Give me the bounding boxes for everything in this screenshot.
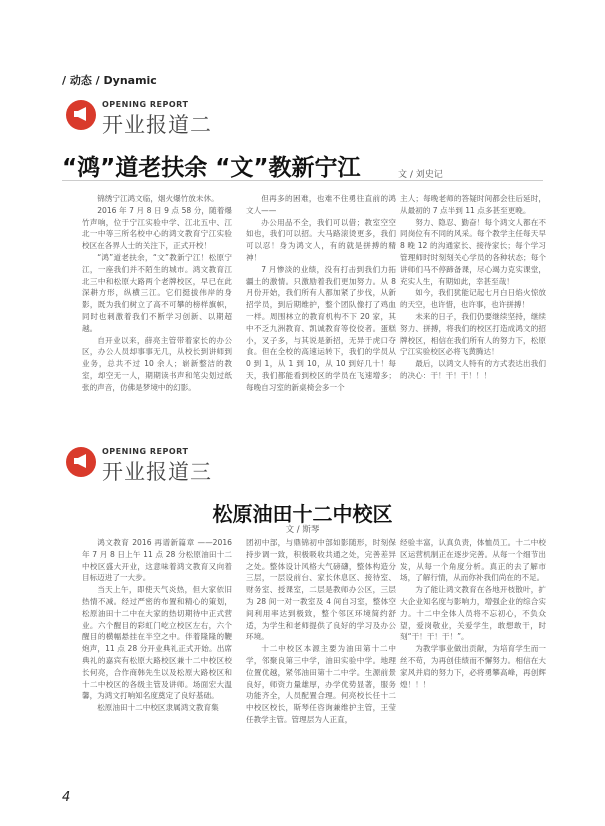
paragraph: 但再多的困难，也难不住勇往直前的鸿文人—— [246, 194, 396, 215]
article-2-column-3 [400, 537, 546, 690]
paragraph: 当天上午，即使天气炎热，但大家依旧热情不减。经过严密的布置和精心的策划，松原油田十二中在大家的热切期待中正式营业。六个醒目的彩虹门屹立校区左右，六个醒目的横幅悬挂在半空之中。伴着隆隆的鞭炮声，11 点 28 分开业典礼正式开始。出席典礼的嘉宾有松原大路校区兼十二中校区校长何亮，合作商韩先生以及松原大路校区和十二中校区的各级主管及讲师。场面宏大温馨，为鸿文打响知名度奠定了良好基础。 [82, 585, 232, 701]
paragraph: 最后，以鸿文人特有的方式表达出我们的决心：干！干！干！！！ [400, 359, 546, 380]
paragraph: 经验丰富，认真负责，体恤员工。十二中校区运营机制正在逐步完善。从每一个细节出发，从每一个角度分析。真正的去了解市场，了解行情，从而你补我们尚在的不足。 [400, 538, 546, 583]
paragraph: 自开业以来，薛亮主管带着家长的办公区，办公人员却事事无几，从校长到讲师到业务，总共不过 10 余人；崭新整洁的教室，却空无一人，期期读书声和笔尖划过纸张的声音，仿佛是梦境中的幻影。 [82, 335, 232, 392]
page-number: 4 [62, 790, 71, 805]
paragraph: 未来的日子，我们仍要继续坚持，继续努力、拼搏，将我们的校区打造成鸿文的招牌校区，相信在我们所有人的努力下，松原宁江实验校区必将飞黄腾达！ [400, 311, 546, 357]
paragraph: 如今，我们犹能记起七月白日焰火惊放的天空，也许惜，也许事，也许拼搏！ [400, 288, 546, 310]
paragraph: 鸿文教育 2016 再谱新篇章 ——2016 年 7 月 8 日上午 11 点 28 分松原油田十二中校区盛大开业，这意味着鸿文教育又向着目标迈进了一大步。 [82, 538, 232, 583]
section-header-1 [66, 98, 226, 142]
paragraph: 团初中部，与鼎锦初中部如影随形，时刻保持步调一致，积极吸收共通之处，完善差异之处。整体设计风格大气磅礴，整体构造分三层，一层设前台、家长休息区、接待室、财务室、授课室，二层是教师办公区，三层为 28 间一对一教室及 4 间自习室，整体空间利用率达到极致，整个邻区环境简约舒适，为学生和老师提供了良好的学习及办公环境。 [246, 538, 396, 642]
paragraph: 十二中校区本源主要为油田第十二中学，邻聚良第三中学，油田实验中学。地理位置优越，紧邻油田第十二中学。生源前景良好，师资力量雄厚，办学优势显著，服务功能齐全，人员配置合理。何亮校长任十二中校区校长，斯琴任咨询兼维护主管，王莹任教学主管。管理层为人正直， [246, 644, 396, 724]
paragraph: 办公用品不全，我们可以借；教室空空如也，我们可以招。大马路滚烫更多，我们可以忍！身为鸿文人，有的就是拼搏的精神！ [246, 217, 396, 262]
header-en: OPENING REPORT [102, 100, 189, 109]
article-2-column-2 [246, 537, 396, 726]
article-1-column-2 [246, 193, 396, 394]
article-1-column-3 [400, 193, 546, 382]
title-rule [62, 180, 543, 181]
megaphone-icon [73, 454, 89, 468]
header-en: OPENING REPORT [102, 447, 189, 456]
paragraph: 松原油田十二中校区隶属鸿文教育集 [97, 703, 219, 713]
article-1-byline: 文 / 刘史记 [398, 170, 443, 180]
header-cn: 开业报道二 [102, 113, 212, 137]
header-cn: 开业报道三 [102, 460, 212, 484]
article-2-byline: 文 / 斯琴 [285, 525, 320, 535]
article-2-title: 松原油田十二中校区 [212, 502, 393, 526]
paragraph: 7 月惨淡的业绩，没有打击到我们力拓疆土的激情。只激励着我们更加努力。从 8 月份开始，我们所有人都加紧了步伐，从新招学员，到后期维护，整个团队像打了鸡血一样。周围林立的教育机构不下 20 家，其中不乏九洲教育、凯诚教育等佼佼者。蛋糕小，叉子多，与其说是新招，无异于虎口夺食。但在全校的高速运转下，我们的学员从 0 到 1，从 1 到 10，从 10 到好几十！每天，我们都能看到校区的学员在飞速增多；每晚自习室的新桌椅会多一个 [246, 264, 396, 392]
paragraph: 为教学事业做出贡献，为培育学生而一丝不苟，为再创佳绩而不懈努力。相信在大家风并肩的努力下，必将勇攀高峰，再创辉煌！！！ [400, 644, 546, 689]
paragraph: 努力、隐忍、勤奋！每个鸿文人都在不同岗位有不同的风采。每个教学主任每天早 8 晚 12 的沟通家长、接待家长；每个学习管理师时时刻刻关心学员的各种状态；每个讲师们马不停蹄备课，尽心竭力克实课堂，充实人生，有期如此，幸甚至哉！ [400, 217, 546, 286]
section-header-2 [66, 445, 226, 489]
article-1-column-1 [82, 193, 232, 394]
megaphone-icon [73, 107, 89, 121]
paragraph: 锦绣宁江鸿文临，烟火爆竹放未休。 [97, 194, 219, 203]
article-2-column-1 [82, 537, 232, 714]
paragraph: “鸿”道老扶余，“文”教新宁江！松原宁江，一座我们并不陌生的城市。鸿文教育江北三中和松原大路两个老牌校区，早已在此深耕方形，纵横三江。它们挺拔伟岸的身影，既为我们树立了高不可攀的榜样旗帜，同时也刺激着我们不断学习创新、以期超越。 [82, 252, 232, 333]
paragraph: 主人；每晚老师的答疑时间都会往后延时，从最初的 7 点半到 11 点多甚至更晚。 [400, 194, 546, 215]
paragraph: 2016 年 7 月 8 日 9 点 58 分，随着爆竹声响，位于宁江实验中学、江北五中、江北一中等三所名校中心的鸿文教育宁江实验校区在各界人士的关注下，正式开校！ [82, 205, 232, 251]
paragraph: 为了能让鸿文教育在各地开枝散叶，扩大企业知名度与影响力，增强企业的综合实力。十二中全体人员将不忘初心，不负众望，爱岗敬业，关爱学生，敢想敢干，时刻“干！干！干！”。 [400, 585, 546, 642]
article-1-title: “鸿”道老扶余 “文”教新宁江 [62, 155, 361, 181]
section-tag: / 动态 / Dynamic [62, 74, 157, 87]
